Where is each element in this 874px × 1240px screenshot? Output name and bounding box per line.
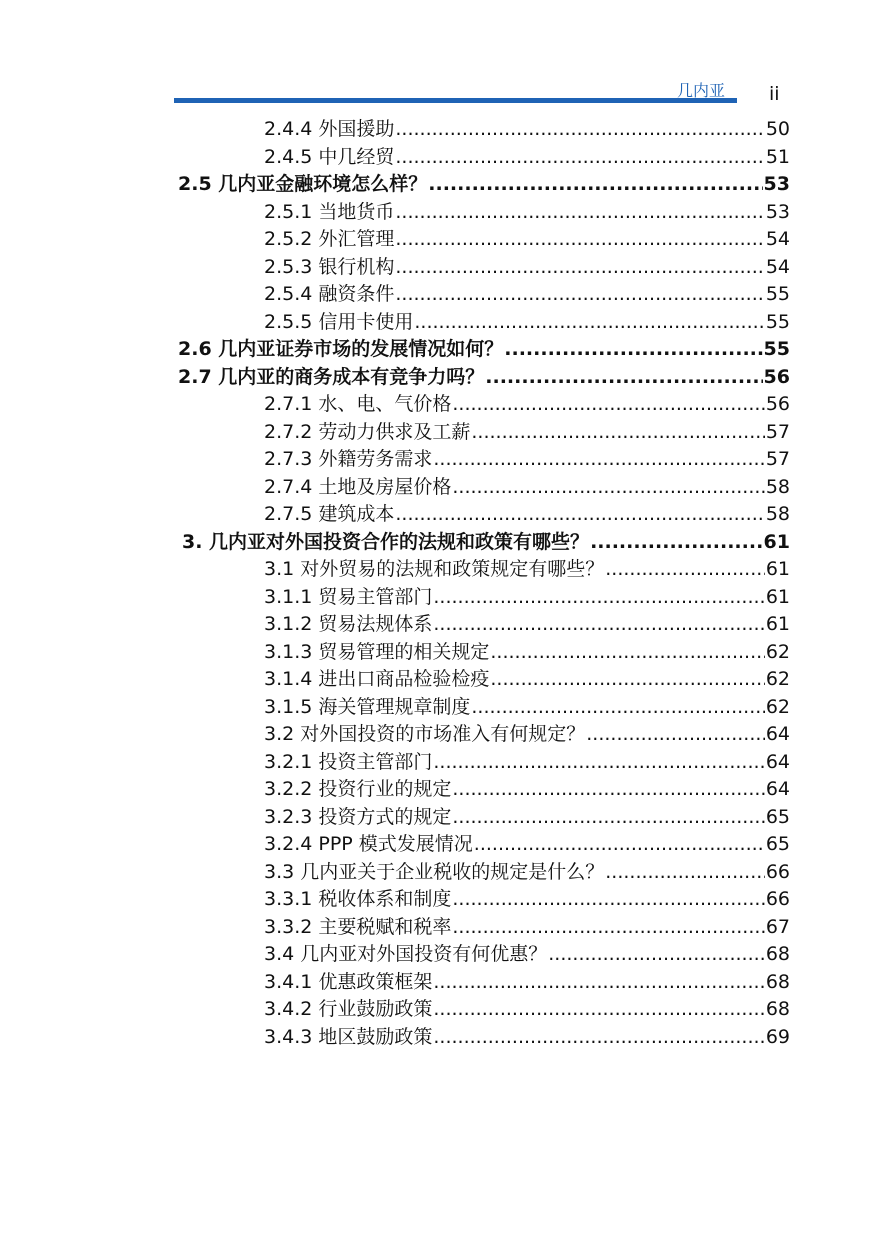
- toc-entry[interactable]: [0, 501, 874, 529]
- toc-entry-title: 2.6 几内亚证券市场的发展情况如何？: [178, 338, 504, 360]
- toc-entry[interactable]: [0, 886, 874, 914]
- toc-entry-title: 3.1.2 贸易法规体系: [264, 613, 433, 635]
- toc-entry[interactable]: [0, 639, 874, 667]
- toc-leader-dots: [433, 611, 764, 639]
- toc-entry-page: 53: [765, 200, 790, 223]
- toc-entry[interactable]: [0, 199, 874, 227]
- toc-entry[interactable]: [0, 254, 874, 282]
- toc-leader-dots: [395, 501, 764, 529]
- toc-entry-title: 2.7.1 水、电、气价格: [264, 393, 452, 415]
- toc-entry-title: 2.5.1 当地货币: [264, 200, 395, 223]
- toc-entry[interactable]: [0, 859, 874, 887]
- toc-entry-title: 3.2 对外国投资的市场准入有何规定？: [264, 723, 586, 745]
- toc-entry-title: 2.7 几内亚的商务成本有竞争力吗？: [178, 365, 485, 388]
- toc-leader-dots: [428, 171, 762, 199]
- toc-entry[interactable]: [0, 996, 874, 1024]
- toc-leader-dots: [395, 144, 764, 172]
- toc-entry-page: 62: [765, 695, 790, 718]
- toc-entry[interactable]: [0, 226, 874, 254]
- table-of-contents: [0, 116, 874, 1051]
- toc-entry[interactable]: [0, 336, 874, 364]
- toc-entry-title: 3.4.2 行业鼓励政策: [264, 998, 433, 1020]
- toc-leader-dots: [452, 391, 764, 419]
- toc-leader-dots: [586, 721, 765, 749]
- header-page-number: ii: [769, 83, 780, 105]
- toc-entry-page: 65: [765, 833, 790, 855]
- toc-entry[interactable]: [0, 474, 874, 502]
- toc-entry-title: 2.7.2 劳动力供求及工薪: [264, 420, 471, 443]
- toc-leader-dots: [548, 941, 765, 969]
- toc-entry[interactable]: [0, 281, 874, 309]
- toc-entry[interactable]: [0, 144, 874, 172]
- toc-entry-page: 55: [765, 283, 790, 305]
- toc-entry[interactable]: [0, 391, 874, 419]
- toc-leader-dots: [452, 886, 764, 914]
- toc-entry-title: 3.1 对外贸易的法规和政策规定有哪些？: [264, 558, 605, 580]
- toc-entry-title: 2.5.4 融资条件: [264, 283, 395, 305]
- toc-entry-title: 2.7.3 外籍劳务需求: [264, 448, 433, 470]
- toc-entry-page: 66: [765, 860, 790, 883]
- toc-entry[interactable]: [0, 694, 874, 722]
- toc-entry[interactable]: [0, 776, 874, 804]
- toc-leader-dots: [433, 996, 764, 1024]
- toc-entry-title: 3.1.3 贸易管理的相关规定: [264, 640, 490, 663]
- toc-entry-title: 3.2.1 投资主管部门: [264, 750, 433, 773]
- toc-entry-title: 3.4.1 优惠政策框架: [264, 970, 433, 993]
- toc-entry-page: 54: [765, 255, 790, 278]
- toc-entry-title: 2.5.2 外汇管理: [264, 228, 395, 250]
- toc-entry-page: 66: [765, 888, 790, 910]
- header-country: 几内亚: [677, 81, 726, 100]
- toc-entry-page: 68: [765, 943, 790, 965]
- toc-entry[interactable]: [0, 529, 874, 557]
- toc-entry-page: 62: [765, 668, 790, 690]
- toc-entry-title: 2.5.3 银行机构: [264, 255, 395, 278]
- toc-leader-dots: [395, 281, 764, 309]
- toc-entry-title: 3.2.4 PPP 模式发展情况: [264, 833, 473, 855]
- toc-entry-page: 56: [763, 365, 790, 388]
- toc-entry[interactable]: [0, 831, 874, 859]
- toc-entry-page: 56: [765, 393, 790, 415]
- toc-entry-title: 2.5.5 信用卡使用: [264, 310, 414, 333]
- toc-entry-title: 2.7.4 土地及房屋价格: [264, 475, 452, 498]
- toc-entry[interactable]: [0, 666, 874, 694]
- header-rule: [174, 98, 737, 103]
- toc-leader-dots: [474, 831, 765, 859]
- toc-leader-dots: [605, 556, 765, 584]
- toc-entry-page: 64: [765, 750, 790, 773]
- toc-entry-title: 3.1.4 进出口商品检验检疫: [264, 668, 490, 690]
- toc-entry[interactable]: [0, 1024, 874, 1052]
- toc-entry-page: 61: [765, 558, 790, 580]
- toc-entry-page: 58: [765, 503, 790, 525]
- toc-leader-dots: [452, 474, 764, 502]
- toc-entry-page: 57: [765, 448, 790, 470]
- toc-leader-dots: [433, 446, 764, 474]
- toc-entry-title: 3.2.2 投资行业的规定: [264, 778, 452, 800]
- toc-entry-page: 50: [765, 118, 790, 140]
- toc-leader-dots: [395, 116, 764, 144]
- toc-entry-page: 51: [765, 145, 790, 168]
- toc-entry-title: 2.7.5 建筑成本: [264, 503, 395, 525]
- toc-entry[interactable]: [0, 721, 874, 749]
- toc-entry-title: 3.2.3 投资方式的规定: [264, 805, 452, 828]
- toc-entry-title: 3.3 几内亚关于企业税收的规定是什么？: [264, 860, 605, 883]
- toc-entry-title: 3. 几内亚对外国投资合作的法规和政策有哪些？: [182, 530, 590, 553]
- toc-entry-page: 64: [765, 778, 790, 800]
- toc-leader-dots: [433, 749, 764, 777]
- toc-entry-title: 2.4.5 中几经贸: [264, 145, 395, 168]
- toc-leader-dots: [433, 1024, 764, 1052]
- toc-entry[interactable]: [0, 611, 874, 639]
- toc-entry-title: 3.3.1 税收体系和制度: [264, 888, 452, 910]
- toc-entry-title: 3.4 几内亚对外国投资有何优惠？: [264, 943, 548, 965]
- toc-entry-page: 65: [765, 805, 790, 828]
- toc-entry-title: 3.4.3 地区鼓励政策: [264, 1025, 433, 1048]
- toc-entry-page: 58: [765, 475, 790, 498]
- toc-leader-dots: [395, 254, 764, 282]
- toc-entry-page: 61: [765, 613, 790, 635]
- toc-entry[interactable]: [0, 584, 874, 612]
- toc-entry-page: 68: [765, 970, 790, 993]
- toc-entry-page: 64: [765, 723, 790, 745]
- toc-leader-dots: [433, 969, 764, 997]
- toc-entry[interactable]: [0, 804, 874, 832]
- toc-leader-dots: [490, 666, 764, 694]
- toc-entry-page: 69: [765, 1025, 790, 1048]
- toc-leader-dots: [471, 694, 764, 722]
- toc-leader-dots: [452, 776, 764, 804]
- toc-leader-dots: [605, 859, 765, 887]
- toc-entry-page: 57: [765, 420, 790, 443]
- toc-entry-page: 61: [765, 585, 790, 608]
- toc-entry[interactable]: [0, 116, 874, 144]
- toc-entry-title: 2.5 几内亚金融环境怎么样？: [178, 173, 428, 195]
- toc-entry[interactable]: [0, 914, 874, 942]
- toc-entry[interactable]: [0, 941, 874, 969]
- toc-entry-page: 55: [765, 310, 790, 333]
- toc-entry-page: 61: [763, 530, 790, 553]
- toc-entry[interactable]: [0, 969, 874, 997]
- toc-entry[interactable]: [0, 171, 874, 199]
- toc-leader-dots: [490, 639, 764, 667]
- toc-entry-page: 54: [765, 228, 790, 250]
- toc-entry-page: 53: [763, 173, 790, 195]
- toc-entry[interactable]: [0, 364, 874, 392]
- toc-entry[interactable]: [0, 309, 874, 337]
- toc-entry-title: 3.3.2 主要税赋和税率: [264, 915, 452, 938]
- toc-entry-page: 62: [765, 640, 790, 663]
- toc-leader-dots: [471, 419, 764, 447]
- toc-entry-page: 67: [765, 915, 790, 938]
- toc-leader-dots: [452, 914, 764, 942]
- toc-leader-dots: [590, 529, 762, 557]
- toc-entry[interactable]: [0, 556, 874, 584]
- toc-entry[interactable]: [0, 446, 874, 474]
- toc-leader-dots: [395, 199, 764, 227]
- toc-entry[interactable]: [0, 749, 874, 777]
- toc-entry-title: 3.1.1 贸易主管部门: [264, 585, 433, 608]
- toc-leader-dots: [395, 226, 764, 254]
- toc-entry-page: 68: [765, 998, 790, 1020]
- toc-leader-dots: [504, 336, 762, 364]
- toc-entry-title: 2.4.4 外国援助: [264, 118, 395, 140]
- toc-leader-dots: [414, 309, 764, 337]
- toc-entry[interactable]: [0, 419, 874, 447]
- toc-entry-page: 55: [763, 338, 790, 360]
- toc-leader-dots: [433, 584, 764, 612]
- toc-leader-dots: [485, 364, 762, 392]
- toc-leader-dots: [452, 804, 764, 832]
- toc-entry-title: 3.1.5 海关管理规章制度: [264, 695, 471, 718]
